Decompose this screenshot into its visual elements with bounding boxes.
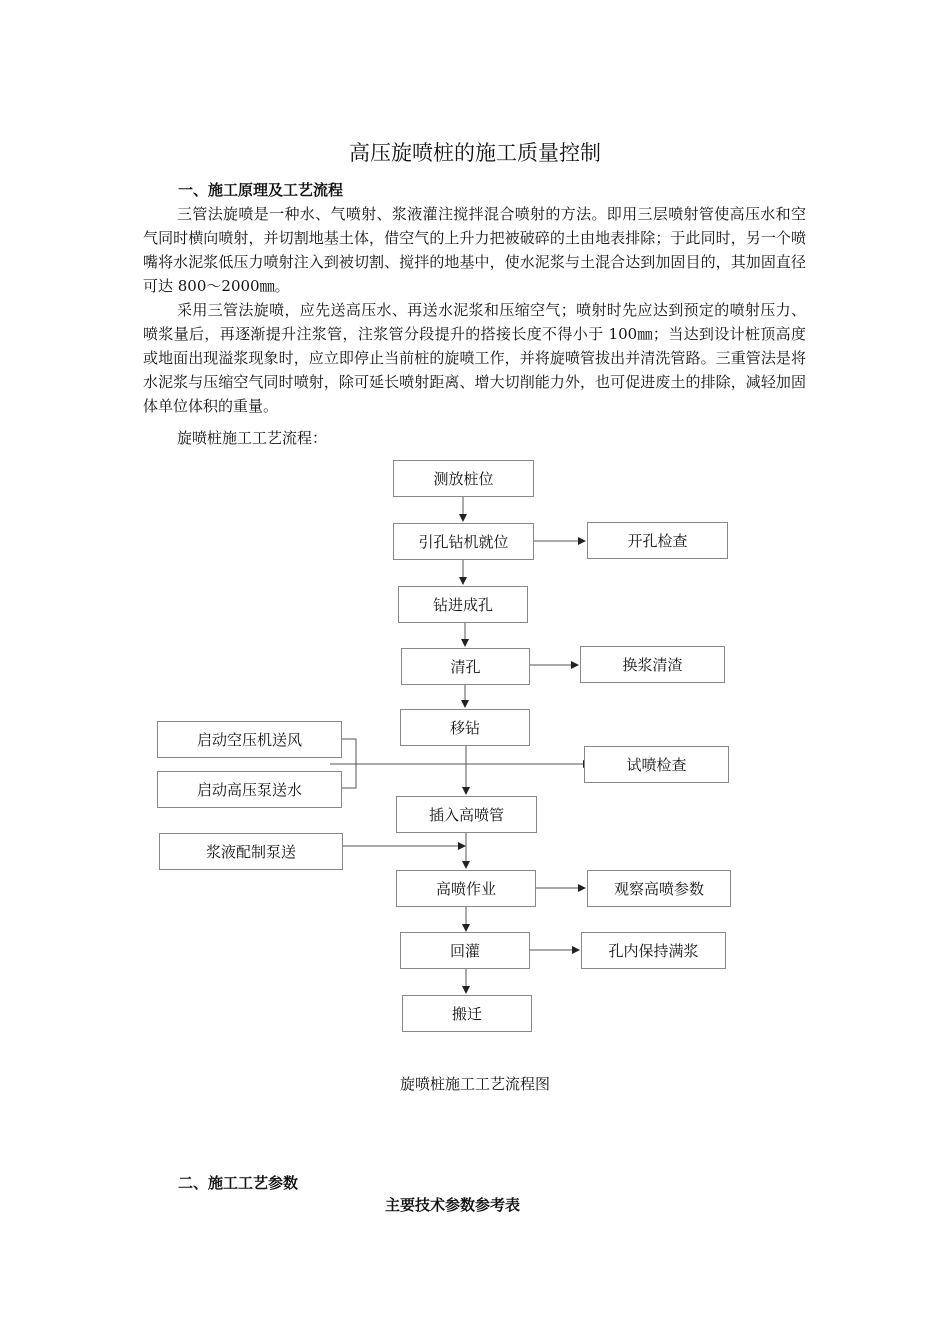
step-jet-operation: 高喷作业 xyxy=(396,870,536,907)
step-clean-hole: 清孔 xyxy=(401,648,530,685)
step-drill-hole: 钻进成孔 xyxy=(398,586,528,623)
page-title: 高压旋喷桩的施工质量控制 xyxy=(349,141,601,165)
section-heading-2: 二、施工工艺参数 xyxy=(178,1174,299,1192)
output-slurry-clean: 换浆清渣 xyxy=(580,646,725,683)
output-observe-params: 观察高喷参数 xyxy=(587,870,731,907)
output-hole-check: 开孔检查 xyxy=(587,522,728,559)
step-drill-position: 引孔钻机就位 xyxy=(393,523,534,560)
step-relocate: 搬迁 xyxy=(402,995,532,1032)
step-move-drill: 移钻 xyxy=(400,709,530,746)
step-insert-pipe: 插入高喷管 xyxy=(396,796,537,833)
flowchart-caption: 旋喷桩施工工艺流程图 xyxy=(399,1075,550,1093)
table-title: 主要技术参数参考表 xyxy=(384,1196,520,1214)
paragraph-1: 三管法旋喷是一种水、气喷射、浆液灌注搅拌混合喷射的方法。即用三层喷射管使高压水和空气同时横向喷射，并切割地基土体，借空气的上升力把被破碎的土由地表排除；于此同时，另一个喷嘴将水泥浆低压力喷射注入到被切割、搅拌的地基中，使水泥浆与土混合达到加固目的，其加固直径可达 800～2000㎜。 xyxy=(143,205,806,295)
step-measure-pile: 测放桩位 xyxy=(393,460,534,497)
input-slurry-pump: 浆液配制泵送 xyxy=(159,833,343,870)
input-air-compressor: 启动空压机送风 xyxy=(157,721,342,758)
step-backfill: 回灌 xyxy=(400,932,530,969)
paragraph-2: 采用三管法旋喷，应先送高压水、再送水泥浆和压缩空气；喷射时先应达到预定的喷射压力、喷浆量后，再逐渐提升注浆管，注浆管分段提升的搭接长度不得小于 100㎜；当达到设计桩顶高度或地面出现溢浆现象时，应立即停止当前桩的旋喷工作，并将旋喷管拔出并清洗管路。三重管法是将水泥浆与压缩空气同时喷射，除可延长喷射距离、增大切削能力外，也可促进废土的排除，减轻加固体单位体积的重量。 xyxy=(143,301,806,415)
input-high-pressure-pump: 启动高压泵送水 xyxy=(157,771,342,808)
section-heading-1: 一、施工原理及工艺流程 xyxy=(178,181,344,199)
output-keep-full: 孔内保持满浆 xyxy=(581,932,726,969)
paragraph-3: 旋喷桩施工工艺流程： xyxy=(177,429,328,447)
output-trial-jet: 试喷检查 xyxy=(584,746,729,783)
